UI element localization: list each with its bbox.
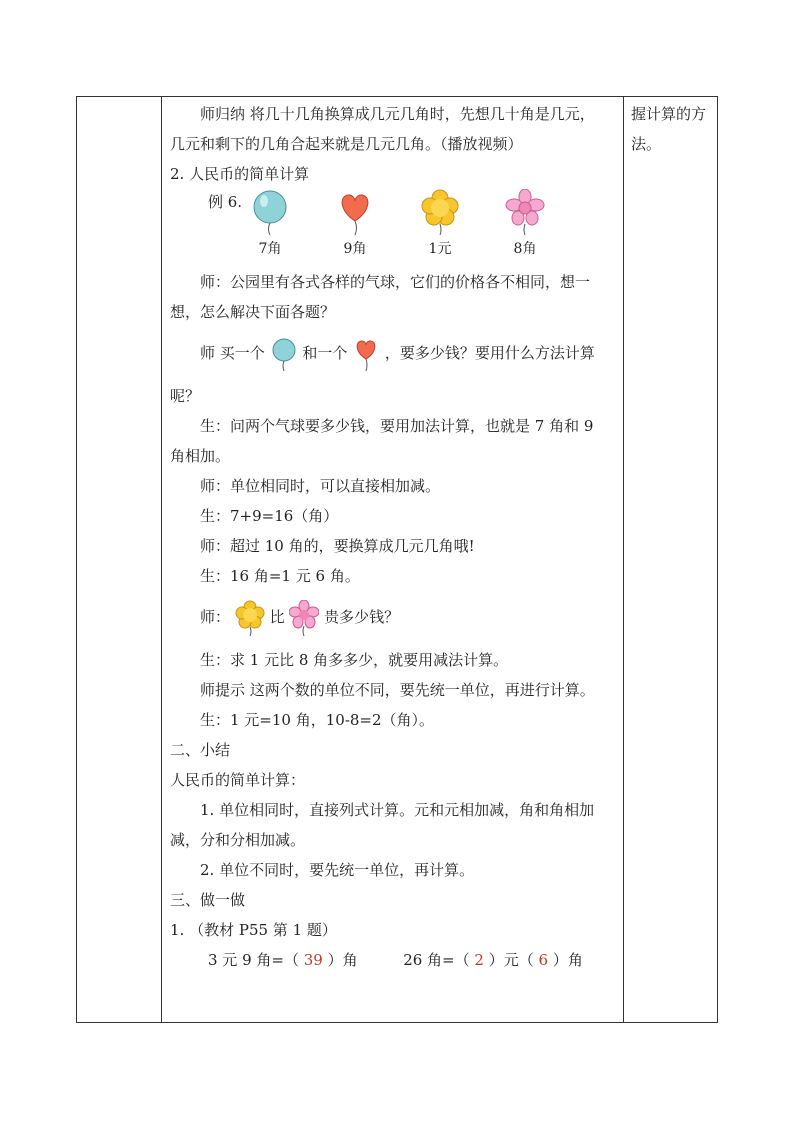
summary-point-1: 1. 单位相同时，直接列式计算。元和元相加减，角和角相加 <box>200 801 595 819</box>
teacher-summary-line-1: 师归纳 将几十几角换算成几元几角时，先想几十角是几元， <box>200 105 595 123</box>
practice-b-answer-jiao: 6 <box>538 951 549 969</box>
price-label: 8角 <box>513 241 537 257</box>
question-1 <box>170 331 624 375</box>
flower-yellow-icon <box>420 189 460 237</box>
summary-title: 人民币的简单计算： <box>170 771 306 789</box>
dialog-line-6: 生：16 角=1 元 6 角。 <box>200 567 360 585</box>
dialog-line-3: 师：单位相同时，可以直接相加减。 <box>200 477 441 495</box>
practice-title: 1. （教材 P55 第 1 题） <box>170 921 337 939</box>
q2-suffix: 贵多少钱？ <box>324 608 400 626</box>
price-label: 9角 <box>343 241 367 257</box>
summary-point-1-cont: 减，分和分相加减。 <box>170 831 306 849</box>
flower-pink-icon <box>289 600 319 636</box>
q1-suffix: ，要多少钱？要用什么方法计算 <box>384 344 595 362</box>
practice-a-prefix: 3 元 9 角=（ <box>208 951 299 969</box>
dialog2-line-2: 师提示 这两个数的单位不同，要先统一单位，再进行计算。 <box>200 681 595 699</box>
dialog2-line-3: 生：1 元=10 角，10-8=2（角）。 <box>200 711 435 729</box>
dialog-line-1: 生：问两个气球要多少钱，要用加法计算，也就是 7 角和 9 <box>200 417 594 435</box>
blue-balloon-icon <box>270 337 298 371</box>
summary-point-2: 2. 单位不同时，要先统一单位，再计算。 <box>200 861 475 879</box>
dialog-line-5: 师：超过 10 角的，要换算成几元几角哦! <box>200 537 475 555</box>
side-text-line-1: 握计算的方 <box>631 105 707 123</box>
lesson-table <box>76 96 718 1023</box>
practice-b-suffix: ）角 <box>552 951 583 969</box>
example-6-row <box>170 189 624 267</box>
dialog2-line-1: 生：求 1 元比 8 角多多少，就要用减法计算。 <box>200 651 509 669</box>
flower-pink-icon <box>505 189 545 237</box>
q1-mid: 和一个 <box>302 344 348 362</box>
item-blue-balloon <box>240 189 300 259</box>
question-2 <box>170 595 624 639</box>
practice-a-suffix: ）角 <box>327 951 358 969</box>
teacher-intro-line-1: 师：公园里有各式各样的气球，它们的价格各不相同，想一 <box>200 273 591 291</box>
practice-line <box>170 945 624 975</box>
side-text-line-2: 法。 <box>631 135 662 153</box>
section-summary-heading: 二、小结 <box>170 741 231 759</box>
q2-mid: 比 <box>269 608 285 626</box>
blue-balloon-icon <box>250 189 290 237</box>
side-column <box>627 97 713 159</box>
q2-prefix: 师： <box>200 608 231 626</box>
section-practice-heading: 三、做一做 <box>170 891 246 909</box>
price-label: 1元 <box>428 241 452 257</box>
q1-continuation: 呢？ <box>170 387 201 405</box>
practice-b-prefix: 26 角=（ <box>403 951 470 969</box>
main-column <box>162 97 624 975</box>
dialog-line-4: 生：7+9=16（角） <box>200 507 339 525</box>
heart-balloon-icon <box>335 189 375 237</box>
price-label: 7角 <box>258 241 282 257</box>
teacher-summary-line-2: 几元和剩下的几角合起来就是几元几角。（播放视频） <box>170 135 523 153</box>
heart-balloon-icon <box>352 337 380 371</box>
item-pink-flower <box>495 189 555 259</box>
teacher-intro-line-2: 想，怎么解决下面各题？ <box>170 303 336 321</box>
practice-a-answer: 39 <box>303 951 323 969</box>
q1-prefix: 师 买一个 <box>200 344 265 362</box>
practice-b-mid: ）元（ <box>488 951 534 969</box>
flower-yellow-icon <box>235 600 265 636</box>
example-label: 例 6. <box>208 193 243 211</box>
item-heart-balloon <box>325 189 385 259</box>
section-2-title: 2. 人民币的简单计算 <box>170 165 310 183</box>
item-yellow-flower <box>410 189 470 259</box>
dialog-line-2: 角相加。 <box>170 447 231 465</box>
practice-b-answer-yuan: 2 <box>474 951 484 969</box>
